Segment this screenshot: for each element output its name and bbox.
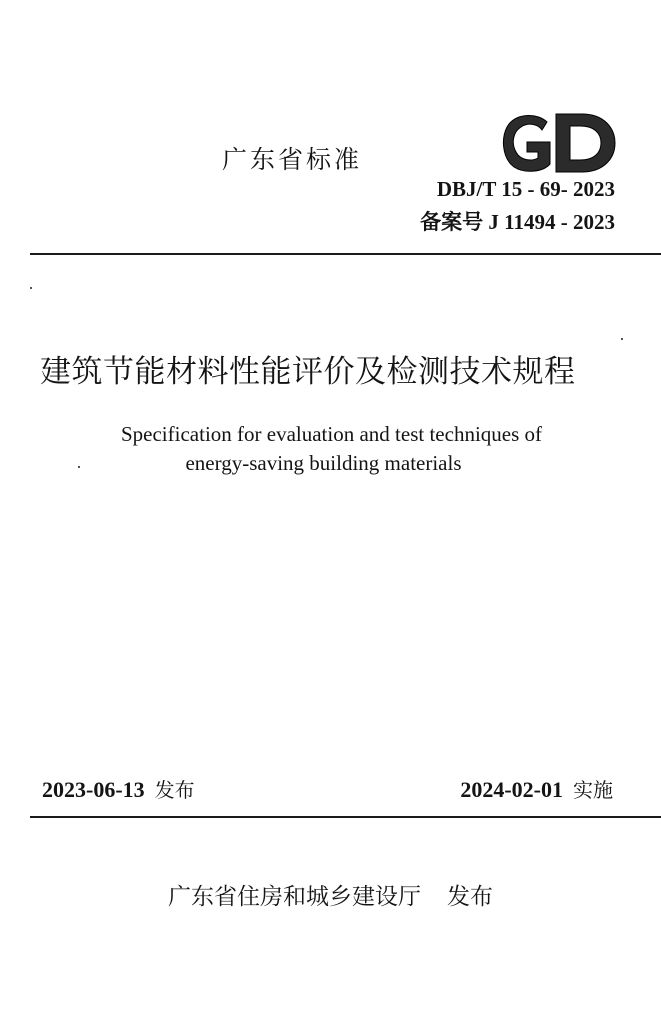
- standard-category: 广东省标准: [222, 145, 363, 174]
- issue-date-block: [42, 774, 195, 803]
- document-title-english-line1: Specification for evaluation and test techniques of: [120, 422, 543, 446]
- gd-logo: [500, 112, 616, 174]
- effective-date: 2024-02-01: [460, 777, 563, 802]
- top-divider: [30, 253, 661, 255]
- document-title-english-line2: energy-saving building materials: [185, 451, 462, 475]
- publisher-action: 发布: [447, 884, 493, 910]
- effective-date-block: [460, 774, 613, 803]
- bottom-divider: [30, 816, 661, 818]
- issue-date: 2023-06-13: [42, 777, 145, 802]
- effective-label: 实施: [573, 778, 613, 802]
- standard-code: DBJ/T 15 - 69- 2023: [436, 177, 615, 201]
- scan-speck: [30, 287, 32, 289]
- document-title-chinese: 建筑节能材料性能评价及检测技术规程: [40, 354, 576, 390]
- publisher-line: [0, 878, 661, 911]
- scan-speck: [621, 338, 623, 340]
- issue-label: 发布: [154, 778, 195, 802]
- record-number: 备案号 J 11494 - 2023: [420, 210, 615, 234]
- publisher-name: 广东省住房和城乡建设厅: [168, 884, 421, 910]
